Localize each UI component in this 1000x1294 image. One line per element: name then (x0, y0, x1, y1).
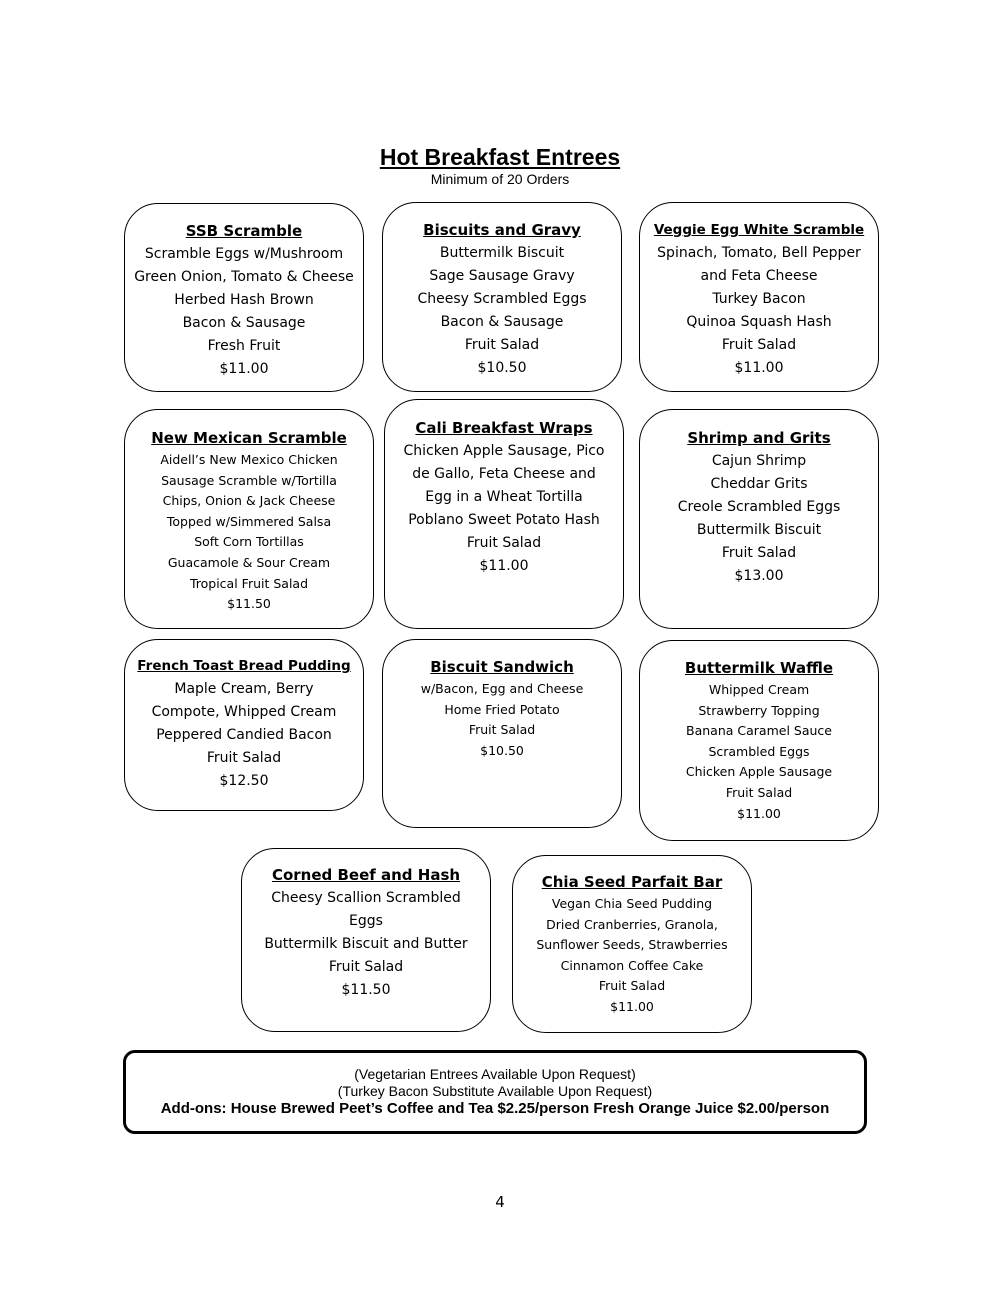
entree-item: Soft Corn Tortillas (194, 534, 304, 550)
entree-card (639, 409, 879, 629)
entree-item: Herbed Hash Brown (174, 292, 314, 308)
addons-line: Add-ons: House Brewed Peet’s Coffee and Tea $2.25/person Fresh Orange Juice $2.00/person (160, 1100, 830, 1117)
entree-item: Buttermilk Biscuit (696, 522, 822, 538)
entree-item: Whipped Cream (708, 682, 810, 697)
entree-item: Scrambled Eggs (708, 743, 810, 759)
entree-card (382, 639, 622, 828)
entree-item: Fruit Salad (468, 722, 536, 738)
entree-item: Fruit Salad (466, 535, 542, 551)
entree-item: de Gallo, Feta Cheese and (412, 466, 596, 482)
entree-item: Fruit Salad (725, 784, 793, 800)
entree-item: Sausage Scramble w/Tortilla (161, 472, 337, 488)
entree-item: Fruit Salad (206, 750, 282, 766)
entree-card (382, 202, 622, 392)
entree-item: Home Fried Potato (444, 701, 560, 717)
entree-name: SSB Scramble (185, 222, 303, 240)
entree-name: Chia Seed Parfait Bar (541, 873, 723, 891)
entree-item: Quinoa Squash Hash (686, 314, 832, 330)
entree-name: Biscuit Sandwich (430, 658, 574, 676)
entree-item: Fruit Salad (721, 545, 797, 561)
entree-item: Cheesy Scallion Scrambled (271, 890, 461, 906)
entree-item: Scramble Eggs w/Mushroom (144, 246, 344, 262)
entree-price: $11.00 (734, 360, 784, 376)
entree-item: Buttermilk Biscuit (439, 245, 565, 261)
entree-item: Maple Cream, Berry (174, 681, 314, 697)
entree-name: Biscuits and Gravy (423, 221, 581, 239)
entree-item: Tropical Fruit Salad (189, 575, 309, 591)
entree-price: $12.50 (219, 773, 269, 789)
entree-name: Shrimp and Grits (687, 429, 831, 447)
entree-name: Veggie Egg White Scramble (653, 222, 865, 238)
entree-name: Corned Beef and Hash (271, 866, 461, 884)
entree-item: Fruit Salad (328, 959, 404, 975)
entree-card (384, 399, 624, 629)
entree-item: Creole Scrambled Eggs (677, 499, 841, 515)
entree-item: Eggs (349, 913, 383, 929)
entree-item: Topped w/Simmered Salsa (166, 513, 332, 529)
entree-item: Peppered Candied Bacon (156, 727, 332, 743)
entree-name: Buttermilk Waffle (684, 659, 834, 677)
entree-name: New Mexican Scramble (151, 429, 347, 447)
page-subtitle: Minimum of 20 Orders (430, 171, 570, 187)
entree-price: $10.50 (480, 742, 524, 758)
entree-card (241, 848, 491, 1032)
entree-price: $11.50 (227, 596, 271, 612)
entree-price: $13.00 (734, 568, 784, 584)
entree-price: $10.50 (477, 360, 527, 376)
entree-card (639, 202, 879, 392)
page-title: Hot Breakfast Entrees (379, 144, 621, 170)
entree-price: $11.50 (341, 982, 391, 998)
entree-card (639, 640, 879, 841)
entree-item: and Feta Cheese (700, 268, 818, 284)
entree-card (124, 203, 364, 392)
entree-item: Dried Cranberries, Granola, (546, 916, 718, 932)
entree-item: Sage Sausage Gravy (429, 268, 575, 284)
entree-price: $11.00 (737, 805, 781, 821)
entree-item: Green Onion, Tomato & Cheese (134, 269, 354, 285)
entree-card (512, 855, 752, 1033)
entree-item: Egg in a Wheat Tortilla (425, 489, 583, 505)
entree-name: Cali Breakfast Wraps (415, 419, 593, 437)
entree-item: Compote, Whipped Cream (151, 704, 337, 720)
entree-item: Chicken Apple Sausage, Pico (403, 443, 605, 459)
entree-item: Vegan Chia Seed Pudding (551, 896, 713, 911)
entree-item: Chicken Apple Sausage (685, 764, 833, 780)
entree-item: Sunflower Seeds, Strawberries (536, 937, 728, 953)
entree-item: Fruit Salad (464, 337, 540, 353)
page-number: 4 (495, 1193, 505, 1211)
vegetarian-note: (Vegetarian Entrees Available Upon Request) (354, 1066, 636, 1082)
entree-item: Fruit Salad (721, 337, 797, 353)
entree-card (124, 639, 364, 811)
entree-item: Turkey Bacon (712, 291, 806, 307)
entree-price: $11.00 (610, 998, 654, 1014)
entree-item: Aidell’s New Mexico Chicken (160, 452, 338, 467)
entree-item: w/Bacon, Egg and Cheese (420, 681, 584, 696)
entree-name: French Toast Bread Pudding (137, 658, 351, 674)
entree-item: Banana Caramel Sauce (686, 723, 832, 739)
entree-item: Cajun Shrimp (711, 453, 807, 469)
entree-item: Cinnamon Coffee Cake (560, 957, 704, 973)
entree-item: Fresh Fruit (207, 338, 281, 354)
entree-item: Guacamole & Sour Cream (167, 554, 331, 570)
entree-item: Chips, Onion & Jack Cheese (162, 493, 336, 509)
entree-item: Bacon & Sausage (182, 315, 306, 331)
addons-box (123, 1050, 867, 1134)
entree-card (124, 409, 374, 629)
entree-item: Cheddar Grits (710, 476, 808, 492)
turkey-note: (Turkey Bacon Substitute Available Upon Request) (337, 1083, 653, 1099)
entree-item: Bacon & Sausage (440, 314, 564, 330)
entree-item: Strawberry Topping (698, 702, 820, 718)
entree-item: Spinach, Tomato, Bell Pepper (657, 245, 861, 261)
entree-item: Cheesy Scrambled Eggs (417, 291, 587, 307)
entree-price: $11.00 (479, 558, 529, 574)
entree-price: $11.00 (219, 361, 269, 377)
entree-item: Poblano Sweet Potato Hash (408, 512, 600, 528)
entree-item: Fruit Salad (598, 978, 666, 994)
entree-item: Buttermilk Biscuit and Butter (264, 936, 468, 952)
